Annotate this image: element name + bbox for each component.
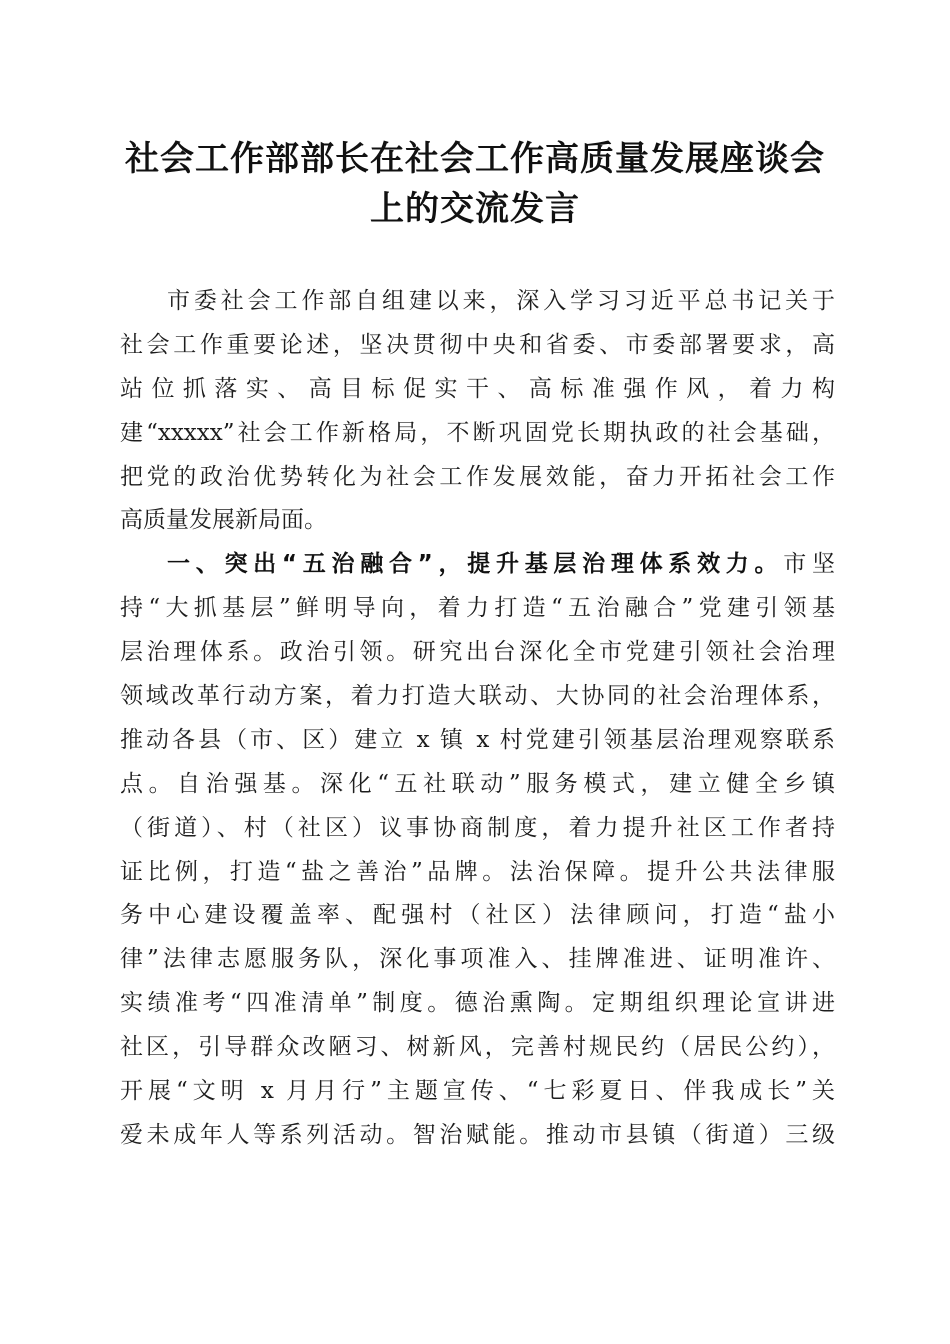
paragraph-line: 社会工作重要论述，坚决贯彻中央和省委、市委部署要求，高 <box>120 331 835 358</box>
document-body <box>120 280 835 1158</box>
paragraph-line: 开展“文明 x 月月行”主题宣传、“七彩夏日、伴我成长”关 <box>120 1078 835 1105</box>
title-line-1: 社会工作部部长在社会工作高质量发展座谈会 <box>125 139 825 179</box>
paragraph-line: （街道）、村（社区）议事协商制度，着力提升社区工作者持 <box>120 814 835 841</box>
paragraph-line: 站位抓落实、高目标促实干、高标准强作风，着力构 <box>120 375 835 402</box>
paragraph-line: 建“xxxxx”社会工作新格局，不断巩固党长期执政的社会基础， <box>120 419 835 446</box>
section-heading-continuation: 市坚 <box>783 551 836 578</box>
paragraph-line: 律”法律志愿服务队，深化事项准入、挂牌准进、证明准许、 <box>120 946 835 973</box>
section-one-paragraph <box>120 543 835 1157</box>
paragraph-line: 高质量发展新局面。 <box>120 507 327 534</box>
paragraph-line: 持“大抓基层”鲜明导向，着力打造“五治融合”党建引领基 <box>120 595 835 622</box>
paragraph-line: 点。自治强基。深化“五社联动”服务模式，建立健全乡镇 <box>120 770 835 797</box>
paragraph-line: 层治理体系。政治引领。研究出台深化全市党建引领社会治理 <box>120 639 835 666</box>
paragraph-line: 爱未成年人等系列活动。智治赋能。推动市县镇（街道）三级 <box>120 1121 835 1148</box>
paragraph-line: 领域改革行动方案，着力打造大联动、大协同的社会治理体系， <box>120 683 835 710</box>
paragraph-line: 务中心建设覆盖率、配强村（社区）法律顾问，打造“盐小 <box>120 902 835 929</box>
intro-paragraph <box>120 280 835 543</box>
section-heading-line <box>120 543 835 587</box>
paragraph-line: 市委社会工作部自组建以来，深入学习习近平总书记关于 <box>167 288 835 314</box>
section-heading: 一、突出“五治融合”，提升基层治理体系效力。 <box>167 551 784 578</box>
paragraph-line: 推动各县（市、区）建立 x 镇 x 村党建引领基层治理观察联系 <box>120 726 835 753</box>
title-line-2: 上的交流发言 <box>370 189 580 229</box>
paragraph-line: 证比例，打造“盐之善治”品牌。法治保障。提升公共法律服 <box>120 858 835 885</box>
paragraph-line: 把党的政治优势转化为社会工作发展效能，奋力开拓社会工作 <box>120 463 835 490</box>
paragraph-line: 社区，引导群众改陋习、树新风，完善村规民约（居民公约）， <box>120 1034 835 1061</box>
document-title <box>100 134 850 234</box>
paragraph-line: 实绩准考“四准清单”制度。德治熏陶。定期组织理论宣讲进 <box>120 990 835 1017</box>
